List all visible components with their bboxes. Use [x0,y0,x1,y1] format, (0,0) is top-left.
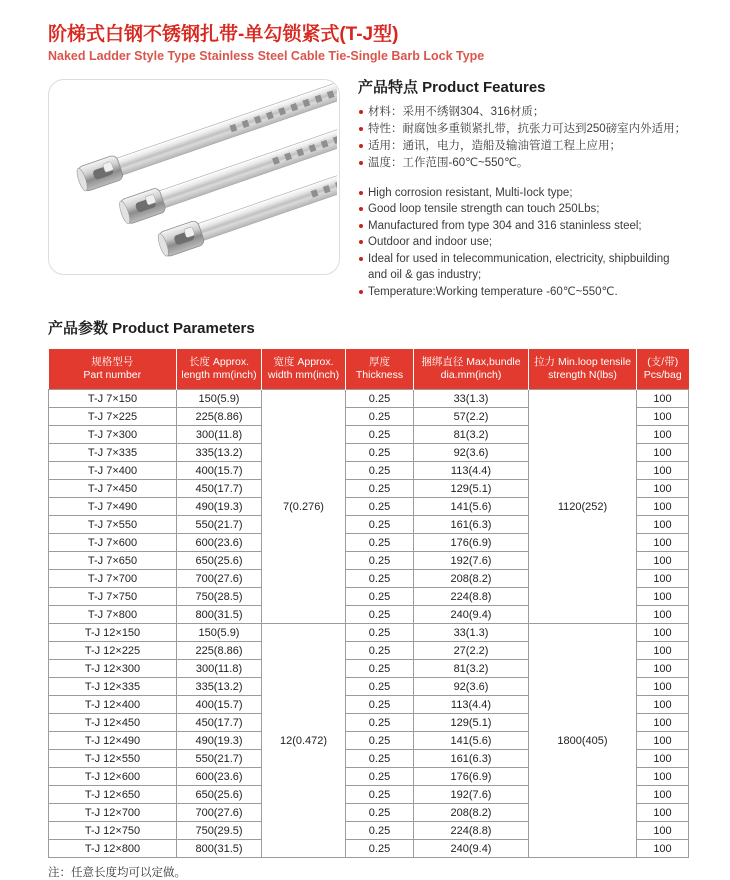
params-table-body [49,390,689,858]
thickness-cell: 0.25 [346,390,414,408]
cable-ties-illustration [49,80,337,272]
thickness-cell: 0.25 [346,588,414,606]
bundle-dia-cell: 57(2.2) [414,408,529,426]
features-section [340,79,690,301]
part-number-cell: T-J 7×300 [49,426,177,444]
length-cell: 450(17.7) [177,480,262,498]
col-header-6: (支/带) Pcs/bag [637,349,689,390]
thickness-cell: 0.25 [346,822,414,840]
thickness-cell: 0.25 [346,606,414,624]
pcs-cell: 100 [637,804,689,822]
length-cell: 550(21.7) [177,516,262,534]
pcs-cell: 100 [637,552,689,570]
bundle-dia-cell: 161(6.3) [414,516,529,534]
pcs-cell: 100 [637,642,689,660]
length-cell: 150(5.9) [177,624,262,642]
length-cell: 490(19.3) [177,498,262,516]
pcs-cell: 100 [637,534,689,552]
length-cell: 490(19.3) [177,732,262,750]
part-number-cell: T-J 12×300 [49,660,177,678]
part-number-cell: T-J 7×400 [49,462,177,480]
pcs-cell: 100 [637,570,689,588]
thickness-cell: 0.25 [346,786,414,804]
part-number-cell: T-J 12×490 [49,732,177,750]
feature-item-en: Good loop tensile strength can touch 250Lbs; [358,201,690,218]
pcs-cell: 100 [637,768,689,786]
length-cell: 650(25.6) [177,552,262,570]
thickness-cell: 0.25 [346,660,414,678]
part-number-cell: T-J 12×400 [49,696,177,714]
bundle-dia-cell: 176(6.9) [414,534,529,552]
parameters-table [48,349,689,858]
params-table-head [49,349,689,390]
parameters-heading: 产品参数 Product Parameters [48,320,255,338]
features-list-en [358,185,690,301]
part-number-cell: T-J 12×550 [49,750,177,768]
thickness-cell: 0.25 [346,732,414,750]
feature-item-en: High corrosion resistant, Multi-Iock type; [358,185,690,202]
thickness-cell: 0.25 [346,570,414,588]
bundle-dia-cell: 92(3.6) [414,678,529,696]
pcs-cell: 100 [637,714,689,732]
bundle-dia-cell: 141(5.6) [414,732,529,750]
pcs-cell: 100 [637,840,689,858]
part-number-cell: T-J 7×550 [49,516,177,534]
length-cell: 300(11.8) [177,426,262,444]
feature-item-zh: 适用：通讯，电力，造船及输油管道工程上应用； [358,138,690,155]
length-cell: 700(27.6) [177,804,262,822]
thickness-cell: 0.25 [346,624,414,642]
page-subtitle: Naked Ladder Style Type Stainless Steel Cable Tie-Single Barb Lock Type [48,48,485,63]
pcs-cell: 100 [637,444,689,462]
part-number-cell: T-J 12×800 [49,840,177,858]
thickness-cell: 0.25 [346,840,414,858]
pcs-cell: 100 [637,498,689,516]
part-number-cell: T-J 12×450 [49,714,177,732]
length-cell: 400(15.7) [177,696,262,714]
bundle-dia-cell: 240(9.4) [414,606,529,624]
pcs-cell: 100 [637,480,689,498]
length-cell: 600(23.6) [177,534,262,552]
length-cell: 300(11.8) [177,660,262,678]
thickness-cell: 0.25 [346,534,414,552]
pcs-cell: 100 [637,462,689,480]
bundle-dia-cell: 33(1.3) [414,390,529,408]
part-number-cell: T-J 7×700 [49,570,177,588]
bundle-dia-cell: 224(8.8) [414,588,529,606]
pcs-cell: 100 [637,660,689,678]
pcs-cell: 100 [637,732,689,750]
feature-item-en: Outdoor and indoor use; [358,234,690,251]
part-number-cell: T-J 7×800 [49,606,177,624]
table-row [49,624,689,642]
length-cell: 225(8.86) [177,408,262,426]
feature-item-zh: 材料：采用不绣钢304、316材质； [358,104,690,121]
length-cell: 150(5.9) [177,390,262,408]
pcs-cell: 100 [637,822,689,840]
pcs-cell: 100 [637,624,689,642]
part-number-cell: T-J 12×750 [49,822,177,840]
thickness-cell: 0.25 [346,408,414,426]
length-cell: 400(15.7) [177,462,262,480]
bundle-dia-cell: 161(6.3) [414,750,529,768]
thickness-cell: 0.25 [346,552,414,570]
footnote: 注：任意长度均可以定做。 [48,867,186,880]
part-number-cell: T-J 7×225 [49,408,177,426]
part-number-cell: T-J 7×450 [49,480,177,498]
pcs-cell: 100 [637,390,689,408]
thickness-cell: 0.25 [346,480,414,498]
width-cell: 7(0.276) [262,390,346,624]
bundle-dia-cell: 129(5.1) [414,714,529,732]
pcs-cell: 100 [637,786,689,804]
length-cell: 600(23.6) [177,768,262,786]
thickness-cell: 0.25 [346,444,414,462]
pcs-cell: 100 [637,696,689,714]
thickness-cell: 0.25 [346,462,414,480]
col-header-1: 长度 Approx. length mm(inch) [177,349,262,390]
bundle-dia-cell: 240(9.4) [414,840,529,858]
feature-item-en: Manufactured from type 304 and 316 staninless steel; [358,218,690,235]
product-photo [48,79,340,275]
pcs-cell: 100 [637,750,689,768]
pcs-cell: 100 [637,426,689,444]
bundle-dia-cell: 208(8.2) [414,804,529,822]
bundle-dia-cell: 92(3.6) [414,444,529,462]
part-number-cell: T-J 12×335 [49,678,177,696]
thickness-cell: 0.25 [346,804,414,822]
bundle-dia-cell: 208(8.2) [414,570,529,588]
length-cell: 450(17.7) [177,714,262,732]
length-cell: 225(8.86) [177,642,262,660]
table-row [49,390,689,408]
part-number-cell: T-J 7×490 [49,498,177,516]
bundle-dia-cell: 27(2.2) [414,642,529,660]
length-cell: 335(13.2) [177,444,262,462]
bundle-dia-cell: 113(4.4) [414,696,529,714]
params-table-header-row [49,349,689,390]
thickness-cell: 0.25 [346,768,414,786]
col-header-2: 宽度 Approx. width mm(inch) [262,349,346,390]
feature-item-zh: 特性：耐腐蚀多重锁紧扎带，抗张力可达到250磅室内外适用； [358,121,690,138]
part-number-cell: T-J 7×650 [49,552,177,570]
bundle-dia-cell: 81(3.2) [414,660,529,678]
feature-item-en: Temperature:Working temperature -60℃~550℃. [358,284,690,301]
col-header-5: 拉力 Min.loop tensile strength N(lbs) [529,349,637,390]
thickness-cell: 0.25 [346,714,414,732]
features-heading: 产品特点 Product Features [358,78,546,96]
thickness-cell: 0.25 [346,516,414,534]
feature-item-zh: 温度：工作范围-60℃~550℃。 [358,155,690,172]
part-number-cell: T-J 12×700 [49,804,177,822]
bundle-dia-cell: 176(6.9) [414,768,529,786]
pcs-cell: 100 [637,408,689,426]
part-number-cell: T-J 12×650 [49,786,177,804]
bundle-dia-cell: 113(4.4) [414,462,529,480]
bundle-dia-cell: 33(1.3) [414,624,529,642]
pcs-cell: 100 [637,588,689,606]
col-header-3: 厚度 Thickness [346,349,414,390]
thickness-cell: 0.25 [346,696,414,714]
thickness-cell: 0.25 [346,426,414,444]
width-cell: 12(0.472) [262,624,346,858]
part-number-cell: T-J 12×600 [49,768,177,786]
part-number-cell: T-J 7×750 [49,588,177,606]
product-section [48,79,690,301]
part-number-cell: T-J 12×225 [49,642,177,660]
part-number-cell: T-J 7×335 [49,444,177,462]
length-cell: 550(21.7) [177,750,262,768]
tensile-cell: 1120(252) [529,390,637,624]
bundle-dia-cell: 192(7.6) [414,552,529,570]
length-cell: 750(28.5) [177,588,262,606]
thickness-cell: 0.25 [346,642,414,660]
thickness-cell: 0.25 [346,750,414,768]
bundle-dia-cell: 224(8.8) [414,822,529,840]
length-cell: 650(25.6) [177,786,262,804]
bundle-dia-cell: 81(3.2) [414,426,529,444]
page-title: 阶梯式白钢不锈钢扎带-单勾锁紧式(T-J型) [48,24,399,45]
part-number-cell: T-J 7×600 [49,534,177,552]
col-header-0: 规格型号 Part number [49,349,177,390]
thickness-cell: 0.25 [346,498,414,516]
feature-item-en: Ideal for used in telecommunication, electricity, shipbuilding and oil & gas industry; [358,251,690,284]
length-cell: 700(27.6) [177,570,262,588]
pcs-cell: 100 [637,516,689,534]
part-number-cell: T-J 7×150 [49,390,177,408]
tensile-cell: 1800(405) [529,624,637,858]
thickness-cell: 0.25 [346,678,414,696]
features-list-zh [358,104,690,172]
bundle-dia-cell: 141(5.6) [414,498,529,516]
length-cell: 800(31.5) [177,840,262,858]
pcs-cell: 100 [637,606,689,624]
bundle-dia-cell: 192(7.6) [414,786,529,804]
col-header-4: 捆绑直径 Max,bundle dia.mm(inch) [414,349,529,390]
length-cell: 750(29.5) [177,822,262,840]
bundle-dia-cell: 129(5.1) [414,480,529,498]
length-cell: 800(31.5) [177,606,262,624]
part-number-cell: T-J 12×150 [49,624,177,642]
length-cell: 335(13.2) [177,678,262,696]
pcs-cell: 100 [637,678,689,696]
